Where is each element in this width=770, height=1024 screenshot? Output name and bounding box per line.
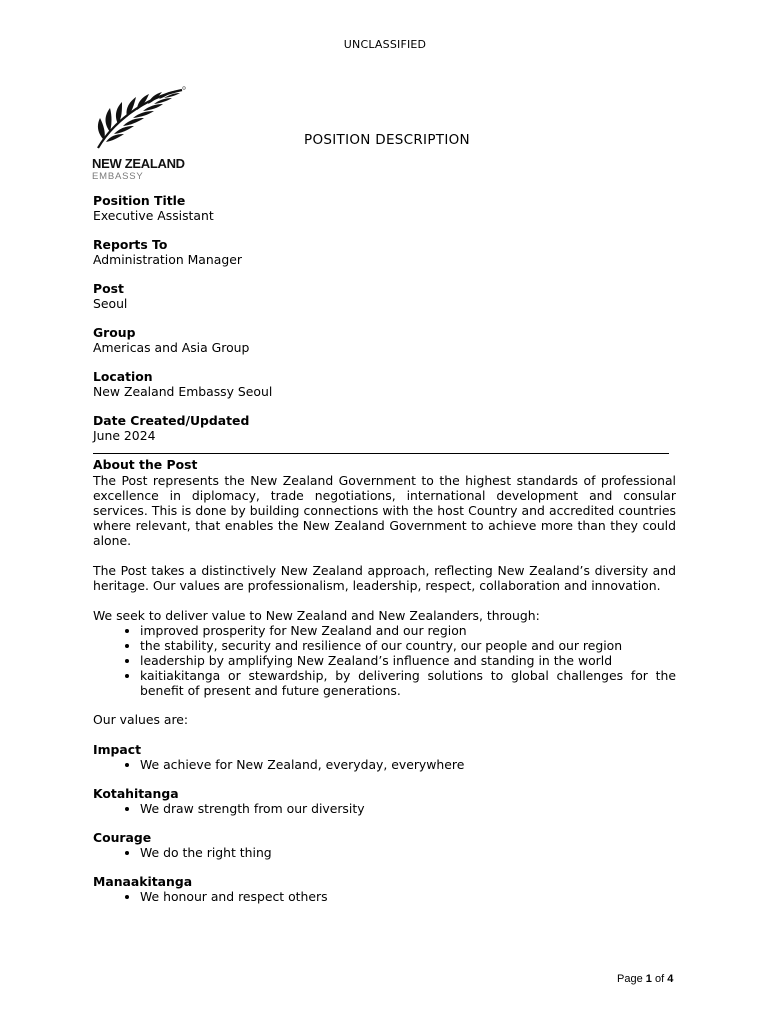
field-label: Group [93,325,136,340]
value-list [93,757,676,772]
total-pages: 4 [667,973,674,985]
field-label: Date Created/Updated [93,413,250,428]
value-list [93,889,676,904]
page-word: Page [617,973,643,985]
values-intro: Our values are: [93,712,189,727]
list-item: • We do the right thing [140,845,676,860]
list-item: • We honour and respect others [140,889,676,904]
field-post [93,281,676,311]
field-reports-to [93,237,676,267]
field-label: Post [93,281,124,296]
list-item: • improved prosperity for New Zealand and our region [140,623,676,638]
field-label: Reports To [93,237,168,252]
logo-subtitle: EMBASSY [92,171,144,182]
value-name: Manaakitanga [93,874,193,889]
document-title: POSITION DESCRIPTION [304,132,470,148]
logo-name: NEW ZEALAND [92,156,185,171]
field-date-updated [93,413,676,443]
about-heading: About the Post [93,457,198,472]
list-item: • We draw strength from our diversity [140,801,676,816]
document-body [93,193,676,918]
about-paragraph-1: The Post represents the New Zealand Government to the highest standards of professional excellence in diplomacy, trade negotiations, international development and consular services. This is done by building connections with the host Country and accredited countries where relevant, that enables the New Zealand Government to achieve more than they could alone. [93,473,676,548]
nz-embassy-logo [92,84,202,184]
field-value: Americas and Asia Group [93,340,250,355]
list-item: • kaitiakitanga or stewardship, by delivering solutions to global challenges for the benefit of present and future generations. [140,668,676,698]
field-value: Administration Manager [93,252,242,267]
field-location [93,369,676,399]
value-kotahitanga [93,786,676,816]
value-name: Courage [93,830,152,845]
field-label: Location [93,369,153,384]
value-delivery-section [93,608,676,698]
value-manaakitanga [93,874,676,904]
list-item: • the stability, security and resilience of our country, our people and our region [140,638,676,653]
field-value: June 2024 [93,428,156,443]
delivery-list [93,623,676,698]
value-list [93,845,676,860]
current-page: 1 [645,973,652,985]
field-value: Seoul [93,296,128,311]
section-divider [93,453,669,454]
field-label: Position Title [93,193,186,208]
value-name: Impact [93,742,142,757]
list-item: • We achieve for New Zealand, everyday, everywhere [140,757,676,772]
field-group [93,325,676,355]
silver-fern-icon [92,84,192,156]
value-impact [93,742,676,772]
delivery-intro: We seek to deliver value to New Zealand and New Zealanders, through: [93,608,540,623]
field-position-title [93,193,676,223]
list-item: • leadership by amplifying New Zealand’s influence and standing in the world [140,653,676,668]
page-number-footer [617,973,673,985]
value-list [93,801,676,816]
of-word: of [654,973,665,985]
field-value: Executive Assistant [93,208,214,223]
value-courage [93,830,676,860]
classification-header: UNCLASSIFIED [343,38,427,51]
value-name: Kotahitanga [93,786,179,801]
about-paragraph-2: The Post takes a distinctively New Zealand approach, reflecting New Zealand’s diversity and heritage. Our values are professionalism, leadership, respect, collaboration and innovation. [93,563,676,593]
field-value: New Zealand Embassy Seoul [93,384,273,399]
